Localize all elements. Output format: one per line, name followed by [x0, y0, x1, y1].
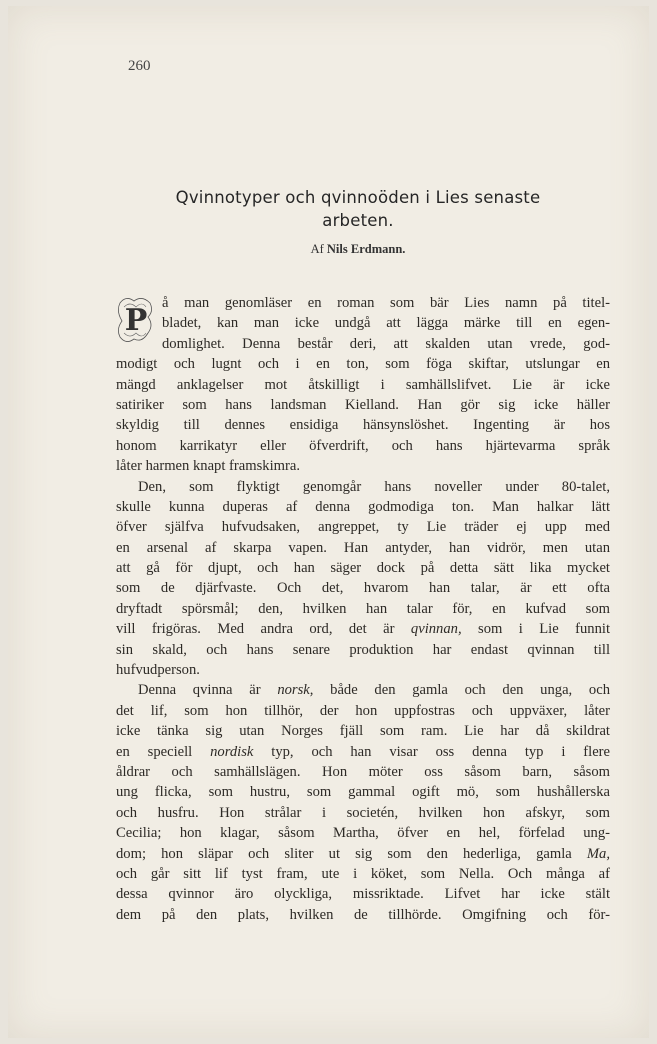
text-segment: en speciell: [116, 743, 193, 760]
text-line: [116, 680, 610, 700]
byline: [108, 242, 608, 257]
text-line: ung flicka, som hustru, som gammal ogift mö, som hushållerska: [116, 784, 610, 801]
text-line: en arsenal af skarpa vapen. Han antyder, han vidrör, men utan: [116, 539, 610, 556]
book-page: [8, 6, 649, 1038]
text-segment: dom; hon släpar och sliter ut sig som den hederliga, gamla: [116, 845, 572, 862]
text-line: [116, 619, 610, 639]
text-line: [116, 844, 610, 864]
text-line: bladet, kan man icke undgå att lägga märke till en egen-: [162, 315, 610, 332]
byline-prefix: Af: [310, 242, 324, 256]
text-segment: typ, och han visar oss denna typ i flere: [271, 743, 611, 760]
text-segment: som i Lie funnit: [478, 621, 611, 638]
text-line: det lif, som hon tillhör, der hon uppfostras och uppväxer, låter: [116, 702, 610, 719]
article-title: [108, 186, 608, 232]
text-line: dryftadt spörsmål; den, hvilken han talar för, en kufvad som: [116, 600, 610, 617]
title-line-2: arbeten.: [322, 211, 394, 230]
article-body: [116, 293, 610, 925]
emphasis-qvinnan: qvinnan,: [410, 621, 462, 638]
text-line: och husfru. Hon strålar i societén, hvilken hon afskyr, som: [116, 804, 610, 821]
text-line: att gå för djupt, och han säger dock på detta sätt lika mycket: [116, 560, 610, 577]
drop-cap-letter: P: [124, 303, 148, 338]
author-name: Nils Erdmann.: [326, 242, 406, 256]
text-line: låter harmen knapt framskimra.: [116, 458, 300, 475]
text-line: skyldig till dennes ensidiga hänsynslöshet. Ingenting är hos: [116, 417, 610, 434]
text-line: icke tänka sig utan Norges fjäll som ram. Lie har då skildrat: [116, 723, 610, 740]
text-line: och går sitt lif tyst fram, ute i köket, som Nella. Och många af: [116, 865, 610, 882]
text-segment: vill frigöras. Med andra ord, det är: [116, 621, 395, 638]
text-line: dessa qvinnor äro olyckliga, missriktade. Lifvet har icke stält: [116, 886, 610, 903]
text-line: hufvudperson.: [116, 662, 200, 679]
decorative-drop-cap: [116, 293, 156, 349]
text-line: å man genomläser en roman som bär Lies namn på titel-: [162, 295, 610, 311]
text-line: satiriker som hans landsman Kielland. Han gör sig icke häller: [116, 396, 610, 413]
text-line: [116, 742, 610, 762]
emphasis-ma: Ma,: [586, 845, 610, 862]
text-line: skulle kunna duperas af denna godmodiga ton. Man halkar lätt: [116, 498, 610, 515]
text-line: dem på den plats, hvilken de tillhörde. Omgifning och för-: [116, 906, 610, 923]
text-line: öfver själfva hufvudsaken, angreppet, ty Lie träder ej upp med: [116, 519, 610, 536]
text-line: modigt och lugnt och i en ton, som föga skiftar, utslungar en: [116, 356, 610, 373]
text-line: Cecilia; hon klagar, såsom Martha, öfver en hel, förfelad ung-: [116, 825, 610, 842]
text-line: som de djärfvaste. Och det, hvarom han talar, är ett ofta: [116, 580, 610, 597]
page-number: 260: [128, 58, 151, 74]
emphasis-norsk: norsk,: [277, 682, 314, 699]
text-segment: både den gamla och den unga, och: [330, 682, 610, 699]
text-line: honom karrikatyr eller öfverdrift, och hans hjärtevarma språk: [116, 437, 610, 454]
text-line: mängd anklagelser mot åtskilligt i samhällslifvet. Lie är icke: [116, 376, 610, 393]
text-segment: Denna qvinna är: [138, 682, 261, 699]
text-line: sin skald, och hans senare produktion har endast qvinnan till: [116, 641, 610, 658]
text-line: domlighet. Denna består deri, att skalden utan vrede, god-: [162, 335, 610, 352]
emphasis-nordisk: nordisk: [210, 743, 254, 760]
text-line: åldrar och samhällslägen. Hon möter oss såsom barn, såsom: [116, 763, 610, 780]
text-line: Den, som flyktigt genomgår hans noveller under 80-talet,: [138, 478, 610, 495]
title-line-1: Qvinnotyper och qvinnoöden i Lies senaste: [175, 188, 541, 207]
